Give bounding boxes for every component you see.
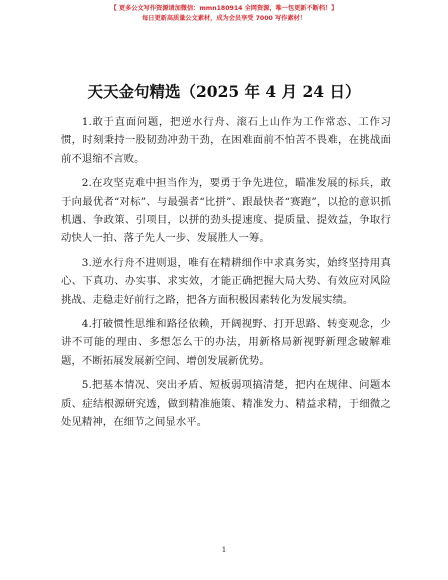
promo-line-2: 每日更新高质量公文素材，成为会员享受 7000 写作素材！ (142, 15, 306, 22)
document-body (61, 113, 391, 438)
paragraph-3: 3.逆水行舟不进则退，唯有在精耕细作中求真务实，始终坚持用真心、下真功、办实事、求实效，才能正确把握大局大势、有效应对风险挑战、走稳走好前行之路，把各方面积极因素转化为发展实绩。 (61, 256, 391, 306)
promo-line-1: 【 更多公文写作资源请加微信：mmn180914 全网资源，唯一包更新不断档！】 (110, 5, 338, 12)
paragraph-2: 2.在攻坚克难中担当作为，要勇于争先进位，瞄准发展的标兵，敢于向最优者“对标”、与最强者“比拼”、跟最快者“赛跑”，以抢的意识抓机遇、争政策、引项目，以拼的劲头提速度、提质量、提效益，争取行动快人一拍、落子先人一步、发展胜人一筹。 (61, 177, 391, 245)
paragraph-5: 5.把基本情况、突出矛盾、短板弱项搞清楚，把内在规律、问题本质、症结根源研究透，做到精准施策、精准发力、精益求精，于细微之处见精神，在细节之间显水平。 (61, 379, 391, 429)
page-number: 1 (221, 545, 227, 554)
paragraph-1: 1.敢于直面问题，把逆水行舟、滚石上山作为工作常态、工作习惯，时刻秉持一股韧劲冲劲干劲，在困难面前不怕苦不畏难，在挑战面前不退缩不言败。 (61, 116, 391, 165)
paragraph-4: 4.打破惯性思维和路径依赖，开阔视野、打开思路、转变观念，少讲不可能的理由、多想怎么干的办法，用新格局新视野新理念破解难题，不断拓展发展新空间、增创发展新优势。 (61, 318, 391, 367)
promo-header (0, 3, 448, 24)
document-title: 天天金句精选（2025 年 4 月 24 日） (87, 82, 361, 101)
